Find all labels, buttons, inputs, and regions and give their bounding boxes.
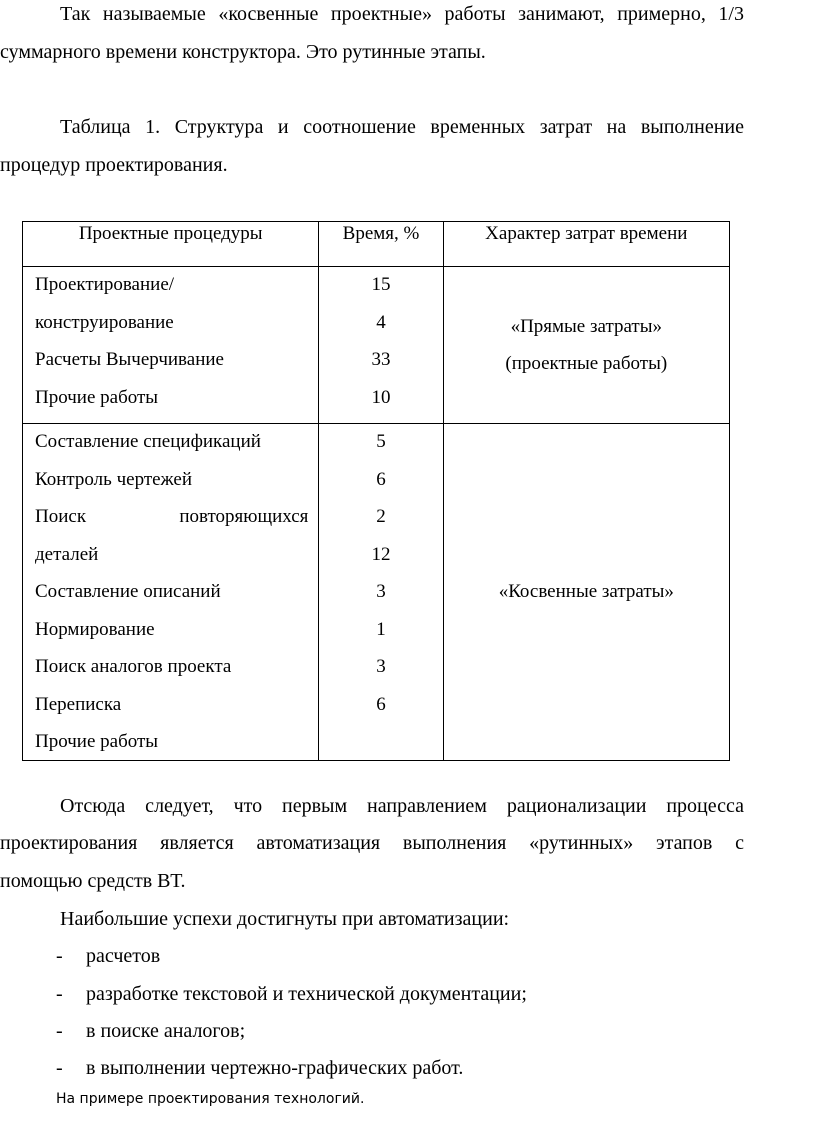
footer-note: На примере проектирования технологий. [56,1091,365,1107]
procedure-item: конструирование [35,311,174,333]
header-character: Характер затрат времени [443,222,729,267]
procedure-item: Контроль чертежей [35,468,193,490]
list-dash: - [56,983,63,1005]
procedure-item: Проектирование/ [35,274,175,295]
character-label: «Прямые затраты» [510,315,662,337]
table-caption-line-1: Таблица 1. Структура и соотношение временных затрат на выполнение [60,116,744,138]
list-item [56,944,160,968]
procedure-word: Поиск [35,506,87,527]
list-intro: Наибольшие успехи достигнуты при автоматизации: [60,908,510,930]
conclusion-line-2: проектирования является автоматизация выполнения «рутинных» этапов с [0,832,744,854]
procedures-table [22,221,730,761]
procedure-item: Составление описаний [35,581,221,602]
procedure-item: Поиск аналогов проекта [35,656,232,677]
list-dash: - [56,1020,63,1042]
procedure-item: Прочие работы [35,731,159,752]
direct-character-cell [443,267,729,424]
character-label: (проектные работы) [505,353,668,374]
time-value: 6 [376,468,386,490]
time-value: 4 [376,311,386,333]
list-dash: - [56,945,63,967]
table-header-row [23,222,730,267]
table-row-indirect [23,424,730,761]
time-value: 1 [376,618,386,640]
procedure-word: повторяющихся [179,506,309,527]
time-value: 3 [376,581,386,602]
conclusion-line-1: Отсюда следует, что первым направлением рационализации процесса [60,795,744,817]
indirect-times-cell [319,424,443,761]
list-item [56,982,527,1006]
direct-procedures-cell [23,267,319,424]
procedure-item: Переписка [35,693,122,715]
table-caption-line-2: процедур проектирования. [0,154,228,176]
header-procedures: Проектные процедуры [23,222,319,267]
procedure-item-justified [35,505,318,543]
time-value: 10 [371,386,391,408]
time-value: 6 [376,693,386,715]
time-value: 15 [371,274,391,295]
list-item-text: в поиске аналогов; [86,1020,246,1042]
list-item [56,1019,245,1043]
time-value: 2 [376,506,386,527]
conclusion-line-3: помощью средств ВТ. [0,870,186,892]
list-item-text: расчетов [86,945,161,967]
indirect-character-cell [443,424,729,761]
procedure-item: деталей [35,543,99,565]
time-value: 5 [376,431,386,452]
list-item [56,1056,463,1080]
procedure-item: Составление спецификаций [35,431,261,452]
procedure-item: Расчеты Вычерчивание [35,349,224,370]
table-row-direct [23,267,730,424]
time-value: 12 [371,543,391,565]
character-label: «Косвенные затраты» [498,581,674,603]
procedure-item: Нормирование [35,618,155,640]
list-item-text: разработке текстовой и технической документации; [86,983,527,1005]
time-value: 33 [371,349,391,370]
intro-line-2: суммарного времени конструктора. Это рутинные этапы. [0,41,486,63]
list-item-text: в выполнении чертежно-графических работ. [86,1057,464,1079]
intro-line-1: Так называемые «косвенные проектные» работы занимают, примерно, 1/3 [60,3,744,25]
indirect-procedures-cell [23,424,319,761]
header-time: Время, % [319,222,443,267]
list-dash: - [56,1057,63,1079]
direct-times-cell [319,267,443,424]
time-value: 3 [376,656,386,677]
procedure-item: Прочие работы [35,386,159,408]
